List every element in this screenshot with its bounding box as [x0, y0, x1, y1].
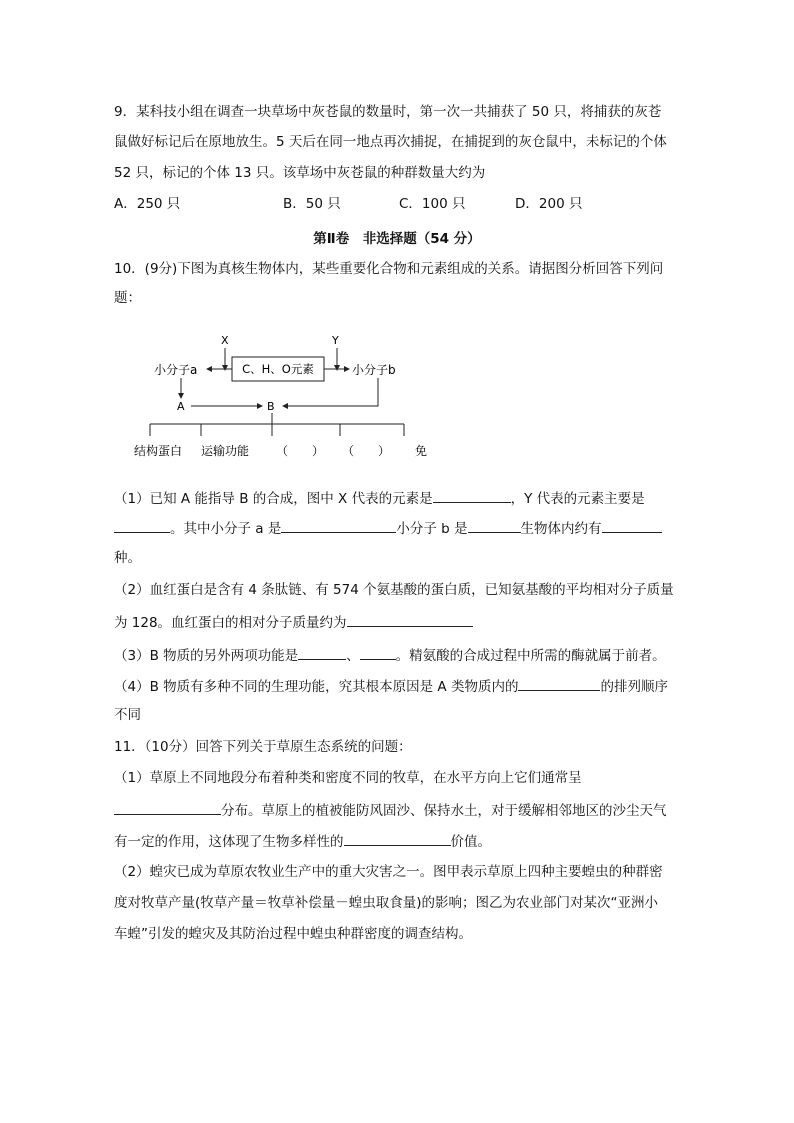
q10-intro-line-1: 10．(9分)下图为真核生物体内，某些重要化合物和元素组成的关系。请据图分析回答下列问: [114, 261, 664, 277]
q11-part-2-line-2: 度对牧草产量(牧草产量＝牧草补偿量－蝗虫取食量)的影响；图乙为农业部门对某次“亚洲小: [114, 895, 659, 911]
x-element-label: X: [221, 334, 229, 347]
q11-part-2-line-1: （2）蝗灾已成为草原农牧业生产中的重大灾害之一。图甲表示草原上四种主要蝗虫的种群密: [114, 864, 663, 880]
q10-p1-text-a: （1）已知 A 能指导 B 的合成，图中 X 代表的元素是: [114, 491, 433, 507]
q10-part-1-line-2: [114, 517, 662, 539]
q10-part-1-line-3: 种。: [114, 550, 141, 566]
q10-p1-text-e: 生物体内约有: [520, 521, 602, 537]
small-molecule-b: 小分子b: [352, 363, 396, 377]
q10-part-3-line: [114, 644, 666, 666]
answer-blank-distribution[interactable]: [114, 799, 221, 815]
answer-blank-sequence[interactable]: [518, 675, 600, 691]
q10-p2-text-b: 为 128。血红蛋白的相对分子质量约为: [114, 615, 347, 631]
section-title: 第Ⅱ卷 非选择题（54 分）: [313, 231, 481, 247]
q10-part-2-line-1: （2）血红蛋白是含有 4 条肽链、有 574 个氨基酸的蛋白质，已知氨基酸的平均相对分子质量: [114, 582, 674, 598]
q10-part-4-line-1: [114, 675, 668, 697]
q10-p4-text-a: （4）B 物质有多种不同的生理功能，究其根本原因是 A 类物质内的: [114, 679, 519, 695]
answer-blank-small-b[interactable]: [468, 517, 521, 533]
answer-blank-small-a[interactable]: [281, 517, 396, 533]
q9-option-c: C．100 只: [399, 196, 466, 212]
q9-option-d: D．200 只: [515, 196, 583, 212]
answer-blank-x[interactable]: [433, 487, 511, 503]
answer-blank-y[interactable]: [114, 517, 170, 533]
q11-p1-text-d: 价值。: [450, 834, 491, 850]
q9-line-3: 52 只，标记的个体 13 只。该草场中灰苍鼠的种群数量大约为: [114, 165, 486, 181]
function-blank-1: （ ）: [276, 444, 325, 458]
b-small-to-b-arrow: [283, 378, 378, 406]
q10-p3-text-b: 、: [346, 648, 360, 664]
q10-part-2-line-2: [114, 611, 473, 633]
small-molecule-a: 小分子a: [154, 363, 198, 377]
q9-option-a: A．250 只: [114, 196, 181, 212]
q9-line-1: 9．某科技小组在调查一块草场中灰苍鼠的数量时，第一次一共捕获了 50 只，将捕获的灰苍: [114, 104, 662, 120]
q10-p3-text-a: （3）B 物质的另外两项功能是: [114, 648, 299, 664]
q10-intro-line-2: 题：: [114, 290, 141, 306]
q11-part-2-line-3: 车蝗”引发的蝗灾及其防治过程中蝗虫种群密度的调查结构。: [114, 926, 472, 942]
answer-blank-value[interactable]: [344, 830, 451, 846]
function-structural-protein: 结构蛋白: [134, 444, 183, 458]
q9-option-b: B．50 只: [283, 196, 341, 212]
q11-p1-text-c: 有一定的作用，这体现了生物多样性的: [114, 834, 344, 850]
answer-blank-count[interactable]: [602, 517, 662, 533]
q10-part-4-line-2: 不同: [114, 707, 141, 723]
q9-line-2: 鼠做好标记后在原地放生。5 天后在同一地点再次捕捉，在捕捉到的灰仓鼠中，未标记的个体: [114, 134, 667, 150]
q11-intro: 11．（10分）回答下列关于草原生态系统的问题：: [114, 739, 412, 755]
answer-blank-function-2[interactable]: [360, 644, 396, 660]
macromolecule-b: B: [267, 400, 275, 413]
function-transport: 运输功能: [201, 444, 250, 458]
function-blank-2: （ ）: [342, 444, 391, 458]
answer-blank-function-1[interactable]: [298, 644, 346, 660]
q10-p3-text-c: 。精氨酸的合成过程中所需的酶就属于前者。: [395, 648, 666, 664]
q10-p1-text-c: 。其中小分子 a 是: [170, 521, 282, 537]
q10-p1-text-b: ，Y 代表的元素主要是: [510, 491, 645, 507]
function-immune-partial: 免: [415, 444, 428, 458]
q11-p1-text-b: 分布。草原上的植被能防风固沙、保持水土，对于缓解相邻地区的沙尘天气: [221, 803, 667, 819]
q10-p1-text-d: 小分子 b 是: [396, 521, 468, 537]
q11-part-1-line-1: （1）草原上不同地段分布着种类和密度不同的牧草，在水平方向上它们通常呈: [114, 770, 582, 786]
answer-blank-mass[interactable]: [347, 611, 473, 627]
q11-part-1-line-2: [114, 799, 667, 821]
y-element-label: Y: [332, 334, 339, 347]
macromolecule-a: A: [177, 400, 185, 413]
q10-p4-text-b: 的排列顺序: [600, 679, 668, 695]
q10-part-1-line-1: [114, 487, 645, 509]
q11-part-1-line-3: [114, 830, 491, 852]
element-box-label: C、H、O元素: [242, 362, 314, 376]
